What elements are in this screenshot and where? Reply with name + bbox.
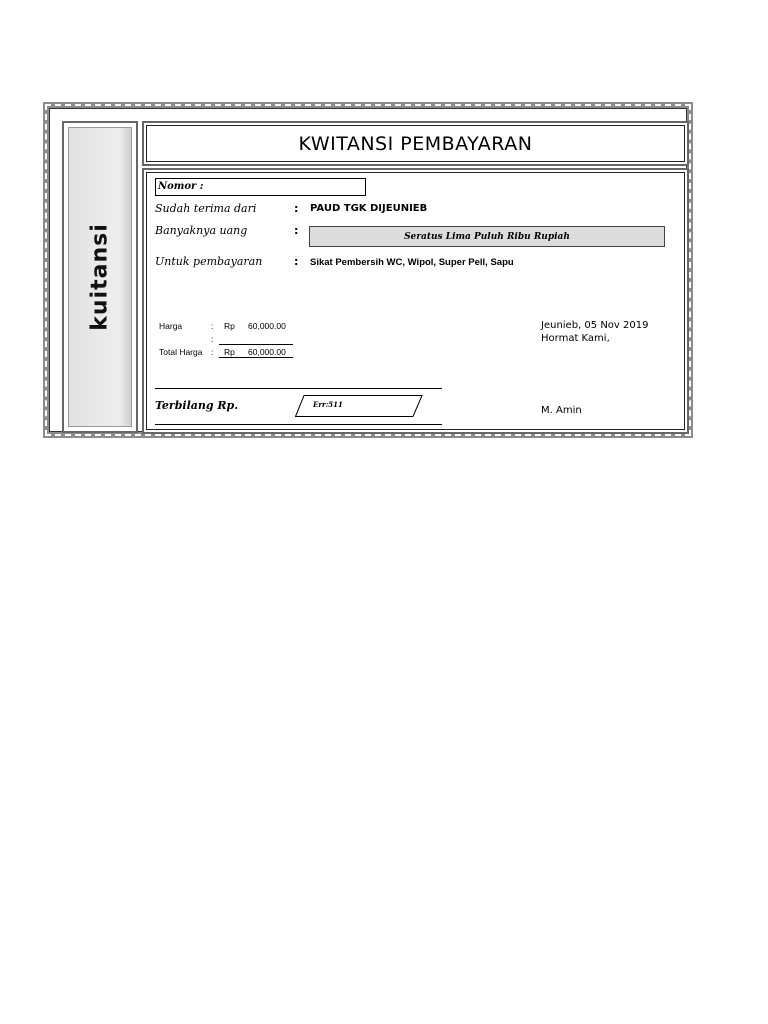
amount-words-field: Seratus Lima Puluh Ribu Rupiah	[309, 226, 665, 247]
payment-for-value: Sikat Pembersih WC, Wipol, Super Pell, Sapu	[310, 257, 514, 268]
side-panel	[62, 121, 138, 433]
subtotal-rule	[219, 344, 293, 345]
terbilang-value-box	[295, 395, 423, 417]
terbilang-value: Err:511	[313, 400, 343, 409]
total-rule	[219, 357, 293, 358]
title-box	[142, 121, 689, 166]
total-currency: Rp	[224, 347, 235, 357]
side-panel-fill	[68, 127, 132, 427]
harga-currency: Rp	[224, 321, 235, 331]
total-colon: :	[211, 347, 214, 357]
terbilang-label: Terbilang Rp.	[155, 399, 239, 412]
body-box	[142, 168, 689, 434]
regards-text: Hormat Kami,	[541, 333, 610, 344]
amount-label: Banyaknya uang	[155, 224, 248, 237]
amount-colon: :	[294, 224, 299, 237]
body-box-inner	[146, 172, 685, 430]
place-date: Jeunieb, 05 Nov 2019	[541, 320, 649, 331]
received-from-value: PAUD TGK DIJEUNIEB	[310, 203, 428, 214]
terbilang-top-rule	[155, 388, 442, 389]
receipt-card	[43, 102, 693, 438]
received-from-label: Sudah terima dari	[155, 202, 257, 215]
total-label: Total Harga	[159, 347, 203, 357]
harga-colon: :	[211, 321, 214, 331]
received-from-colon: :	[294, 202, 299, 215]
blank-colon: :	[211, 334, 214, 344]
signer-name: M. Amin	[541, 405, 582, 416]
harga-value: 60,000.00	[248, 321, 286, 331]
side-label: kuitansi	[87, 223, 113, 331]
receipt-inner	[49, 108, 687, 432]
total-value: 60,000.00	[248, 347, 286, 357]
harga-label: Harga	[159, 321, 183, 331]
page-title: KWITANSI PEMBAYARAN	[298, 132, 533, 155]
terbilang-bottom-rule	[155, 424, 442, 425]
payment-for-colon: :	[294, 255, 299, 268]
nomor-field[interactable]: Nomor :	[155, 178, 366, 196]
payment-for-label: Untuk pembayaran	[155, 255, 263, 268]
title-box-inner	[146, 125, 685, 162]
